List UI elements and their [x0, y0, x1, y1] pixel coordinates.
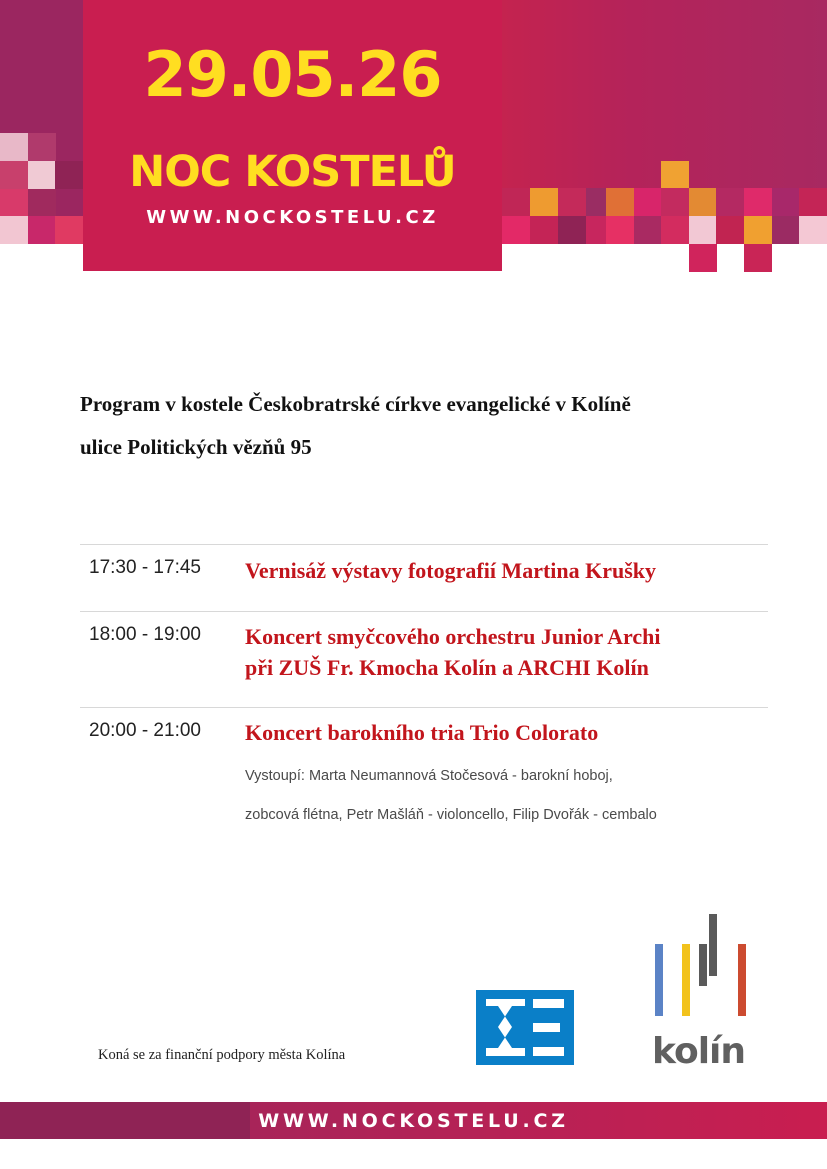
program-time: 20:00 - 21:00 — [89, 720, 201, 741]
program-event: Koncert barokního tria Trio Colorato — [245, 720, 599, 745]
program-event — [245, 621, 765, 683]
row-divider — [80, 544, 768, 545]
program-event: Vernisáž výstavy fotografií Martina Krušky — [245, 558, 657, 583]
row-divider — [80, 707, 768, 708]
evangelical-church-logo-icon — [476, 990, 574, 1065]
program-time: 18:00 - 19:00 — [89, 624, 201, 645]
program-detail-line2: zobcová flétna, Petr Mašláň - violoncello, Filip Dvořák - cembalo — [245, 807, 657, 823]
header-band-right — [502, 0, 827, 188]
footer-website-link[interactable]: WWW.NOCKOSTELU.CZ — [258, 1110, 569, 1132]
event-title: NOC KOSTELŮ — [129, 147, 456, 197]
program-event-line2: při ZUŠ Fr. Kmocha Kolín a ARCHI Kolín — [245, 655, 649, 680]
event-date: 29.05.26 — [143, 38, 442, 111]
header-website-link[interactable]: WWW.NOCKOSTELU.CZ — [146, 207, 439, 228]
program-heading — [80, 383, 800, 469]
program-detail-line1: Vystoupí: Marta Neumannová Stočesová - barokní hoboj, — [245, 768, 613, 784]
row-divider — [80, 611, 768, 612]
kolin-logo-text: kolín — [652, 1031, 746, 1072]
funding-note: Koná se za finanční podpory města Kolína — [98, 1047, 346, 1063]
program-heading-line1: Program v kostele Českobratrské církve evangelické v Kolíně — [80, 392, 631, 416]
program-heading-line2: ulice Politických vězňů 95 — [80, 435, 312, 459]
kolin-city-logo-icon — [652, 914, 752, 1018]
program-event-line1: Koncert smyčcového orchestru Junior Archi — [245, 624, 661, 649]
program-time: 17:30 - 17:45 — [89, 557, 201, 578]
